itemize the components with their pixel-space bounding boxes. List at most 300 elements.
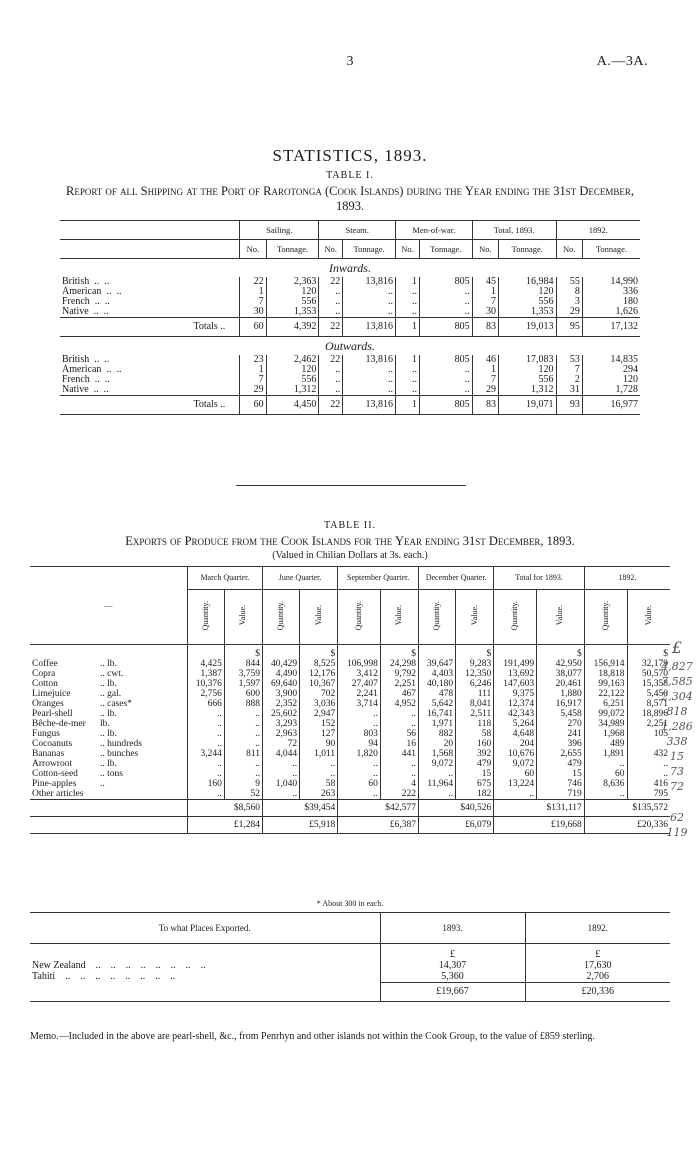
table-row — [30, 719, 670, 729]
table-cell: 2,352 — [262, 699, 299, 709]
handwritten-note: 7,585 — [661, 675, 693, 688]
table-cell: .. — [396, 375, 420, 385]
table-cell: 18,896 — [627, 709, 670, 719]
destination-value-1892: 17,630 — [525, 960, 670, 971]
exports-row-label — [30, 759, 187, 769]
table-cell: 675 — [456, 779, 494, 789]
table-cell: 29 — [472, 385, 498, 396]
table-cell: 180 — [582, 297, 640, 307]
table-cell: 39,647 — [419, 659, 456, 669]
table-cell: .. — [338, 719, 381, 729]
table-cell: 479 — [456, 759, 494, 769]
handwritten-note: 119 — [666, 826, 688, 839]
table2-footnote: * About 300 in each. — [316, 899, 384, 908]
row-label-dots: .. .. — [89, 354, 110, 365]
table-cell: 1,011 — [300, 749, 338, 759]
exports-currency-row — [30, 645, 670, 660]
table-cell: .. — [187, 709, 224, 719]
table-row — [30, 779, 670, 789]
table-cell: .. — [319, 307, 343, 318]
table-cell: .. — [627, 759, 670, 769]
handwritten-note: 72 — [670, 780, 684, 793]
table-cell: 4,648 — [494, 729, 537, 739]
exports-table — [30, 566, 670, 834]
shipping-section-row — [60, 337, 640, 356]
table-cell: 24,298 — [380, 659, 418, 669]
table-cell: .. — [380, 759, 418, 769]
table-cell: 23 — [240, 355, 266, 365]
table-cell: 2,963 — [262, 729, 299, 739]
table-cell: 1,568 — [419, 749, 456, 759]
table-cell: 1,312 — [266, 385, 319, 396]
table-cell: 182 — [456, 789, 494, 800]
table-cell: 22 — [319, 396, 343, 415]
table-cell: 13,816 — [343, 277, 396, 287]
table-cell: 40,180 — [419, 679, 456, 689]
table-cell: 479 — [537, 759, 585, 769]
exports-row-label — [30, 709, 187, 719]
row-label-text: Native — [62, 306, 89, 317]
table-cell: 17,083 — [499, 355, 557, 365]
table-cell: 1,040 — [262, 779, 299, 789]
exports-sub-quantity-text: Quantity. — [600, 600, 610, 631]
table-cell: 20 — [419, 739, 456, 749]
row-unit: .. lb. — [100, 659, 117, 669]
handwritten-note: 73 — [670, 765, 684, 778]
table-cell: 20,461 — [537, 679, 585, 689]
table-cell: 191,499 — [494, 659, 537, 669]
table-cell: .. — [419, 307, 472, 318]
table-cell: .. — [319, 287, 343, 297]
exports-sub-value-text: Value. — [469, 605, 479, 626]
row-label-text: Cotton-seed — [32, 769, 78, 779]
currency-symbol: £ — [380, 944, 525, 961]
table-cell: .. — [419, 365, 472, 375]
table-cell: .. — [419, 385, 472, 396]
table-cell: 2,363 — [266, 277, 319, 287]
exports-sub-quantity-text: Quantity. — [200, 600, 210, 631]
table-cell: .. — [262, 789, 299, 800]
table-row — [30, 971, 670, 983]
table-cell: 5,450 — [627, 689, 670, 699]
table-cell: 2,655 — [537, 749, 585, 759]
table-cell — [30, 983, 380, 1002]
shipping-sub-tonnage: Tonnage. — [419, 240, 472, 259]
row-label-dots: .. .. — [89, 374, 110, 385]
table-cell: 4,403 — [419, 669, 456, 679]
table-cell: 811 — [224, 749, 262, 759]
table-cell: 4,044 — [262, 749, 299, 759]
shipping-row-label — [60, 385, 240, 396]
table-cell: .. — [338, 789, 381, 800]
row-label-text: Fungus — [32, 729, 60, 739]
table-cell: .. — [380, 709, 418, 719]
destination-total-1893: £19,667 — [380, 983, 525, 1002]
table-row — [30, 749, 670, 759]
table-cell: 1,968 — [584, 729, 627, 739]
table-cell: .. — [187, 759, 224, 769]
shipping-group-header: Total, 1893. — [472, 221, 556, 240]
exports-group-header: March Quarter. — [187, 567, 262, 590]
table-cell: 2,251 — [380, 679, 418, 689]
table-cell: 3,036 — [300, 699, 338, 709]
table-cell: 58 — [300, 779, 338, 789]
table-cell: 5,642 — [419, 699, 456, 709]
currency-symbol — [262, 645, 299, 660]
handwritten-note: 15 — [670, 750, 684, 763]
table-cell: 805 — [419, 277, 472, 287]
table-cell: 9,283 — [456, 659, 494, 669]
exports-header-groups — [30, 567, 670, 590]
table-cell: 60 — [494, 769, 537, 779]
table-row — [30, 729, 670, 739]
table-cell: 52 — [224, 789, 262, 800]
memo-note — [30, 1030, 670, 1043]
table-cell: 13,816 — [343, 396, 396, 415]
table-cell: 803 — [338, 729, 381, 739]
table-cell: 9,375 — [494, 689, 537, 699]
table-cell: 25,602 — [262, 709, 299, 719]
table-cell: 30 — [240, 307, 266, 318]
row-label-text: Pine-apples — [32, 779, 77, 789]
shipping-table — [60, 220, 640, 415]
row-label-dots: .. .. — [89, 296, 110, 307]
table-cell: 1 — [472, 287, 498, 297]
table-cell: 99,163 — [584, 679, 627, 689]
table-cell: 805 — [419, 355, 472, 365]
table-cell: 3,714 — [338, 699, 381, 709]
table-row — [30, 679, 670, 689]
table-cell: .. — [396, 297, 420, 307]
table-cell: 15 — [456, 769, 494, 779]
shipping-group-header: 1892. — [556, 221, 640, 240]
row-label-dots: .. .. — [88, 384, 109, 395]
table-cell: 3,244 — [187, 749, 224, 759]
table-cell: .. — [224, 709, 262, 719]
row-unit: .. lb. — [100, 729, 117, 739]
main-title: STATISTICS, 1893. — [272, 146, 428, 165]
exports-row-label — [30, 719, 187, 729]
table-cell: 18,818 — [584, 669, 627, 679]
table-cell: 241 — [537, 729, 585, 739]
table-cell — [30, 645, 187, 660]
table-cell: 160 — [456, 739, 494, 749]
table-cell: 42,343 — [494, 709, 537, 719]
exports-sub-quantity — [494, 590, 537, 645]
shipping-header-blank — [60, 240, 240, 259]
row-label-dots: .. .. — [101, 364, 122, 375]
exports-sub-quantity-text: Quantity. — [354, 600, 364, 631]
handwritten-annotations — [660, 640, 694, 840]
destination-place — [30, 971, 380, 983]
row-label-text: American — [62, 364, 102, 375]
table-cell: 29 — [240, 385, 266, 396]
table-cell: 844 — [224, 659, 262, 669]
table-cell: .. — [319, 375, 343, 385]
table-cell: 7 — [240, 375, 266, 385]
table-cell: .. — [419, 769, 456, 779]
row-unit: .. lb. — [100, 759, 117, 769]
table-cell: .. — [343, 365, 396, 375]
row-label-text: Cotton — [32, 679, 58, 689]
table-cell: 160 — [187, 779, 224, 789]
table-cell: 556 — [266, 297, 319, 307]
table-cell: 3,412 — [338, 669, 381, 679]
row-label-dots: .. .. .. .. .. .. .. .. — [55, 970, 176, 982]
shipping-sub-no: No. — [396, 240, 420, 259]
table-cell: 56 — [380, 729, 418, 739]
table-cell: 805 — [419, 318, 472, 337]
dollar-total: $42,577 — [338, 800, 419, 817]
table-cell: 416 — [627, 779, 670, 789]
exports-row-label — [30, 699, 187, 709]
table-cell: 120 — [499, 365, 557, 375]
table-cell: 888 — [224, 699, 262, 709]
table-row — [30, 769, 670, 779]
table-cell: 95 — [556, 318, 582, 337]
currency-symbol — [584, 645, 627, 660]
row-unit: .. bunches — [100, 749, 139, 759]
shipping-section-title: Outwards. — [325, 339, 375, 353]
table-cell: .. — [396, 287, 420, 297]
table-cell: 42,950 — [537, 659, 585, 669]
table1-heading: Report of all Shipping at the Port of Rarotonga (Cook Islands) during the Year ending the 31st December, 1893. — [66, 184, 634, 213]
shipping-group-header: Men-of-war. — [396, 221, 473, 240]
exports-sub-value-text: Value. — [643, 605, 653, 626]
table-cell: 1,891 — [584, 749, 627, 759]
table-cell: 4,392 — [266, 318, 319, 337]
table-cell: 118 — [456, 719, 494, 729]
destination-value-1893: 5,360 — [380, 971, 525, 983]
table-cell: 3,900 — [262, 689, 299, 699]
table-cell: 99,072 — [584, 709, 627, 719]
table-cell: 147,603 — [494, 679, 537, 689]
exports-sub-value — [300, 590, 338, 645]
table-cell: 600 — [224, 689, 262, 699]
table-row — [30, 659, 670, 669]
currency-symbol: $ — [456, 645, 494, 660]
table-cell: 60 — [240, 396, 266, 415]
table-cell: .. — [300, 759, 338, 769]
table-cell: 34,989 — [584, 719, 627, 729]
row-unit: .. — [100, 779, 105, 789]
handwritten-note: 62 — [670, 811, 684, 824]
dollar-total: $135,572 — [584, 800, 670, 817]
table-cell: 3,759 — [224, 669, 262, 679]
exports-row-label — [30, 729, 187, 739]
table-cell: 8,571 — [627, 699, 670, 709]
table-cell: 1,820 — [338, 749, 381, 759]
table-cell: .. — [224, 729, 262, 739]
table-cell: 9,072 — [419, 759, 456, 769]
table-cell: 1,971 — [419, 719, 456, 729]
table-cell: .. — [300, 769, 338, 779]
exports-group-header: Total for 1893. — [494, 567, 585, 590]
table-cell: 15 — [537, 769, 585, 779]
destinations-table — [30, 912, 670, 1002]
exports-sub-value-text: Value. — [238, 605, 248, 626]
page-reference: A.—3A. — [596, 54, 648, 69]
row-label-text: Bêche-de-mer — [32, 719, 86, 729]
table-cell: 2,462 — [266, 355, 319, 365]
table-cell: 1 — [240, 365, 266, 375]
table-cell: 222 — [380, 789, 418, 800]
currency-symbol — [419, 645, 456, 660]
table-cell: .. — [319, 365, 343, 375]
exports-row-label — [30, 679, 187, 689]
table-cell: 72 — [262, 739, 299, 749]
row-label-text: French — [62, 296, 90, 307]
table-cell: .. — [319, 297, 343, 307]
table-cell: .. — [380, 769, 418, 779]
row-label-text: Limejuice — [32, 689, 71, 699]
table-cell: 4,490 — [262, 669, 299, 679]
page-number: 3 — [346, 54, 354, 69]
exports-row-label — [30, 739, 187, 749]
exports-group-header: September Quarter. — [338, 567, 419, 590]
table-cell: .. — [224, 719, 262, 729]
table-cell: 1,387 — [187, 669, 224, 679]
table-cell: 83 — [472, 396, 498, 415]
table-cell: 13,224 — [494, 779, 537, 789]
sterling-total: £19,668 — [494, 817, 585, 834]
shipping-group-header: Sailing. — [240, 221, 319, 240]
exports-sub-quantity — [187, 590, 224, 645]
shipping-sub-no: No. — [556, 240, 582, 259]
table-cell: 746 — [537, 779, 585, 789]
table-cell: 2,947 — [300, 709, 338, 719]
exports-row-label — [30, 789, 187, 800]
table-cell: 7 — [556, 365, 582, 375]
row-label-dots: .. .. — [89, 276, 110, 287]
table-cell: 3 — [556, 297, 582, 307]
row-label-text: Arrowroot — [32, 759, 73, 769]
row-label-text: American — [62, 286, 102, 297]
sterling-total: £1,284 — [187, 817, 262, 834]
table-cell: 6,251 — [584, 699, 627, 709]
table-cell: 60 — [240, 318, 266, 337]
table-cell: 467 — [380, 689, 418, 699]
table-cell: 1 — [472, 365, 498, 375]
table-cell: 8,636 — [584, 779, 627, 789]
table-cell: 2 — [556, 375, 582, 385]
table-cell: 4 — [380, 779, 418, 789]
table-cell — [30, 800, 187, 817]
shipping-totals-label: Totals .. — [60, 396, 240, 415]
exports-row-label — [30, 749, 187, 759]
exports-sub-value — [627, 590, 670, 645]
table-cell: 46 — [472, 355, 498, 365]
table-cell: 4,450 — [266, 396, 319, 415]
table-row — [30, 759, 670, 769]
table2-label: TABLE II. — [323, 520, 377, 531]
table-cell: .. — [584, 789, 627, 800]
exports-sub-quantity-text: Quantity. — [510, 600, 520, 631]
table1-label: TABLE I. — [326, 170, 374, 181]
table-cell: 5,264 — [494, 719, 537, 729]
row-label-text: Copra — [32, 669, 56, 679]
table-cell: 556 — [266, 375, 319, 385]
sterling-total: £20,336 — [584, 817, 670, 834]
table-row — [30, 669, 670, 679]
table-cell: 14,990 — [582, 277, 640, 287]
table-cell: 16,977 — [582, 396, 640, 415]
sterling-total: £6,387 — [338, 817, 419, 834]
table-cell: 666 — [187, 699, 224, 709]
table-cell: 58 — [456, 729, 494, 739]
table-row — [30, 709, 670, 719]
table-cell: 478 — [419, 689, 456, 699]
table-cell: 22 — [319, 277, 343, 287]
table-cell: 1 — [396, 277, 420, 287]
table-cell: 40,429 — [262, 659, 299, 669]
table-cell: .. — [338, 769, 381, 779]
table-cell: 127 — [300, 729, 338, 739]
shipping-totals-row — [60, 396, 640, 415]
shipping-group-header: Steam. — [319, 221, 396, 240]
table-cell: 19,013 — [499, 318, 557, 337]
table-cell: .. — [187, 729, 224, 739]
table-cell: 12,176 — [300, 669, 338, 679]
dollar-total: $131,117 — [494, 800, 585, 817]
table-cell: .. — [494, 789, 537, 800]
table-cell: 45 — [472, 277, 498, 287]
memo-text: Memo.—Included in the above are pearl-shell, &c., from Penrhyn and other islands not within the Cook Group, to the value of £859 sterling. — [30, 1031, 595, 1042]
table-cell: 120 — [499, 287, 557, 297]
shipping-header-sub — [60, 240, 640, 259]
table-cell: 489 — [584, 739, 627, 749]
table-cell: 5,458 — [537, 709, 585, 719]
currency-symbol — [494, 645, 537, 660]
table-cell: 27,407 — [338, 679, 381, 689]
table-cell: 1,728 — [582, 385, 640, 396]
table-cell: 22 — [240, 277, 266, 287]
exports-group-header: 1892. — [584, 567, 670, 590]
table-cell: 1 — [240, 287, 266, 297]
table-cell: 1 — [396, 396, 420, 415]
exports-sterling-totals — [30, 817, 670, 834]
table-cell: .. — [419, 287, 472, 297]
table-cell: 16,984 — [499, 277, 557, 287]
table-cell: 9 — [224, 779, 262, 789]
table-row — [30, 960, 670, 971]
dollar-total: $40,526 — [419, 800, 494, 817]
shipping-sub-tonnage: Tonnage. — [343, 240, 396, 259]
table-cell: .. — [224, 739, 262, 749]
table-cell: 120 — [582, 375, 640, 385]
destinations-header-place: To what Places Exported. — [30, 913, 380, 944]
shipping-sub-tonnage: Tonnage. — [499, 240, 557, 259]
table-cell: .. — [627, 769, 670, 779]
table-cell: 556 — [499, 297, 557, 307]
table-cell: 7 — [472, 375, 498, 385]
exports-sub-quantity-text: Quantity. — [276, 600, 286, 631]
row-label-text: Native — [62, 384, 89, 395]
table-cell: 294 — [582, 365, 640, 375]
row-label-dots: .. .. — [101, 286, 122, 297]
exports-header-dash: — — [30, 567, 187, 645]
table-cell: 152 — [300, 719, 338, 729]
table-cell: 805 — [419, 396, 472, 415]
destination-value-1892: 2,706 — [525, 971, 670, 983]
row-label-dots: .. .. — [88, 306, 109, 317]
table-cell: .. — [187, 769, 224, 779]
table-row — [30, 689, 670, 699]
table-cell: 32,179 — [627, 659, 670, 669]
exports-row-label — [30, 659, 187, 669]
table-row — [60, 307, 640, 318]
row-label-text: Coffee — [32, 659, 58, 669]
